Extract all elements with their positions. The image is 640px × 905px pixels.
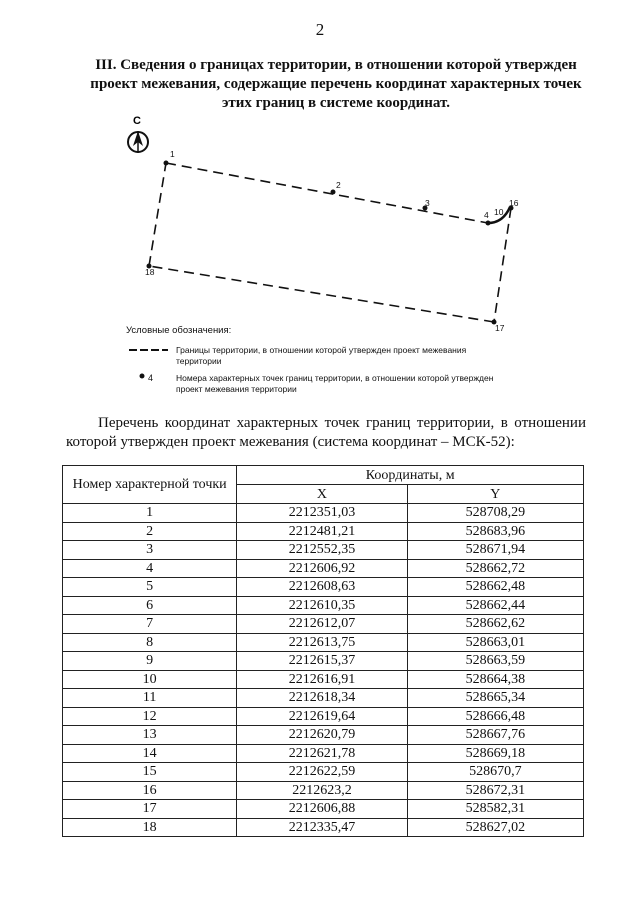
y-coordinate-cell: 528582,31	[407, 800, 583, 819]
point-label: 10	[494, 207, 504, 217]
y-coordinate-cell: 528670,7	[407, 763, 583, 782]
point-label: 17	[495, 323, 505, 333]
intro-paragraph: Перечень координат характерных точек границ территории, в отношении которой утвержден проект межевания (система координат – МСК-52):	[66, 415, 586, 450]
y-coordinate-cell: 528666,48	[407, 707, 583, 726]
territory-boundary	[149, 163, 511, 322]
legend-point-text: Номера характерных точек границ территории, в отношении которой утвержден проект межевания территории	[176, 373, 494, 394]
y-coordinate-cell: 528669,18	[407, 744, 583, 763]
table-row	[63, 596, 584, 615]
x-coordinate-cell: 2212618,34	[237, 689, 407, 708]
boundary-segment	[149, 266, 494, 322]
point-label: 18	[145, 267, 155, 277]
table-row	[63, 781, 584, 800]
table-row	[63, 578, 584, 597]
y-coordinate-cell: 528665,34	[407, 689, 583, 708]
header-coordinates: Координаты, м	[237, 466, 584, 485]
boundary-scheme	[0, 0, 640, 400]
boundary-segment	[166, 163, 488, 223]
point-number-cell: 13	[63, 726, 237, 745]
table-row	[63, 707, 584, 726]
legend-point-number: 4	[148, 373, 154, 383]
y-coordinate-cell: 528667,76	[407, 726, 583, 745]
point-number-cell: 15	[63, 763, 237, 782]
y-coordinate-cell: 528627,02	[407, 818, 583, 837]
x-coordinate-cell: 2212610,35	[237, 596, 407, 615]
point-label: 2	[336, 180, 341, 190]
table-row	[63, 522, 584, 541]
point-number-cell: 10	[63, 670, 237, 689]
table-row	[63, 615, 584, 634]
y-coordinate-cell: 528672,31	[407, 781, 583, 800]
y-coordinate-cell: 528708,29	[407, 504, 583, 523]
point-number-cell: 3	[63, 541, 237, 560]
table-row	[63, 818, 584, 837]
x-coordinate-cell: 2212335,47	[237, 818, 407, 837]
page-number: 2	[315, 20, 325, 39]
point-number-cell: 2	[63, 522, 237, 541]
north-arrow-icon	[128, 115, 148, 153]
x-coordinate-cell: 2212481,21	[237, 522, 407, 541]
x-coordinate-cell: 2212619,64	[237, 707, 407, 726]
table-row	[63, 559, 584, 578]
legend-point-symbol	[140, 374, 145, 379]
point-number-cell: 4	[63, 559, 237, 578]
point-label: 4	[484, 210, 489, 220]
point-number-cell: 7	[63, 615, 237, 634]
x-coordinate-cell: 2212613,75	[237, 633, 407, 652]
x-coordinate-cell: 2212552,35	[237, 541, 407, 560]
point-marker	[331, 190, 336, 195]
table-row	[63, 670, 584, 689]
table-row	[63, 504, 584, 523]
y-coordinate-cell: 528664,38	[407, 670, 583, 689]
coordinates-table	[62, 465, 584, 837]
point-number-cell: 11	[63, 689, 237, 708]
x-coordinate-cell: 2212608,63	[237, 578, 407, 597]
point-number-cell: 5	[63, 578, 237, 597]
x-coordinate-cell: 2212616,91	[237, 670, 407, 689]
boundary-segment	[149, 163, 166, 266]
characteristic-points	[147, 161, 514, 325]
point-number-cell: 16	[63, 781, 237, 800]
y-coordinate-cell: 528671,94	[407, 541, 583, 560]
x-coordinate-cell: 2212620,79	[237, 726, 407, 745]
point-number-cell: 6	[63, 596, 237, 615]
point-label: 16	[509, 198, 519, 208]
table-row	[63, 726, 584, 745]
point-number-cell: 17	[63, 800, 237, 819]
y-coordinate-cell: 528663,01	[407, 633, 583, 652]
x-coordinate-cell: 2212622,59	[237, 763, 407, 782]
point-number-cell: 12	[63, 707, 237, 726]
north-label: С	[133, 115, 141, 127]
point-number-cell: 9	[63, 652, 237, 671]
table-row	[63, 763, 584, 782]
x-coordinate-cell: 2212621,78	[237, 744, 407, 763]
y-coordinate-cell: 528662,48	[407, 578, 583, 597]
point-marker	[164, 161, 169, 166]
point-number-cell: 18	[63, 818, 237, 837]
y-coordinate-cell: 528662,44	[407, 596, 583, 615]
point-number-cell: 8	[63, 633, 237, 652]
table-row	[63, 633, 584, 652]
x-coordinate-cell: 2212615,37	[237, 652, 407, 671]
point-marker	[486, 221, 491, 226]
boundary-segment	[494, 208, 511, 322]
point-label: 1	[170, 149, 175, 159]
x-coordinate-cell: 2212606,92	[237, 559, 407, 578]
point-number-cell: 14	[63, 744, 237, 763]
x-coordinate-cell: 2212351,03	[237, 504, 407, 523]
legend-line-text: Границы территории, в отношении которой утвержден проект межевания территории	[176, 345, 467, 366]
header-point-number: Номер характерной точки	[63, 466, 237, 504]
header-x: X	[237, 485, 407, 504]
table-row	[63, 744, 584, 763]
table-row	[63, 689, 584, 708]
y-coordinate-cell: 528662,62	[407, 615, 583, 634]
y-coordinate-cell: 528662,72	[407, 559, 583, 578]
y-coordinate-cell: 528683,96	[407, 522, 583, 541]
section-title: III. Сведения о границах территории, в отношении которой утвержден проект межевания, содержащие перечень координат характерных точек этих границ в системе координат.	[90, 57, 582, 111]
y-coordinate-cell: 528663,59	[407, 652, 583, 671]
point-label: 3	[425, 198, 430, 208]
table-row	[63, 652, 584, 671]
x-coordinate-cell: 2212623,2	[237, 781, 407, 800]
x-coordinate-cell: 2212612,07	[237, 615, 407, 634]
x-coordinate-cell: 2212606,88	[237, 800, 407, 819]
legend-title: Условные обозначения:	[126, 325, 232, 336]
header-y: Y	[407, 485, 583, 504]
point-number-cell: 1	[63, 504, 237, 523]
table-row	[63, 800, 584, 819]
table-row	[63, 541, 584, 560]
